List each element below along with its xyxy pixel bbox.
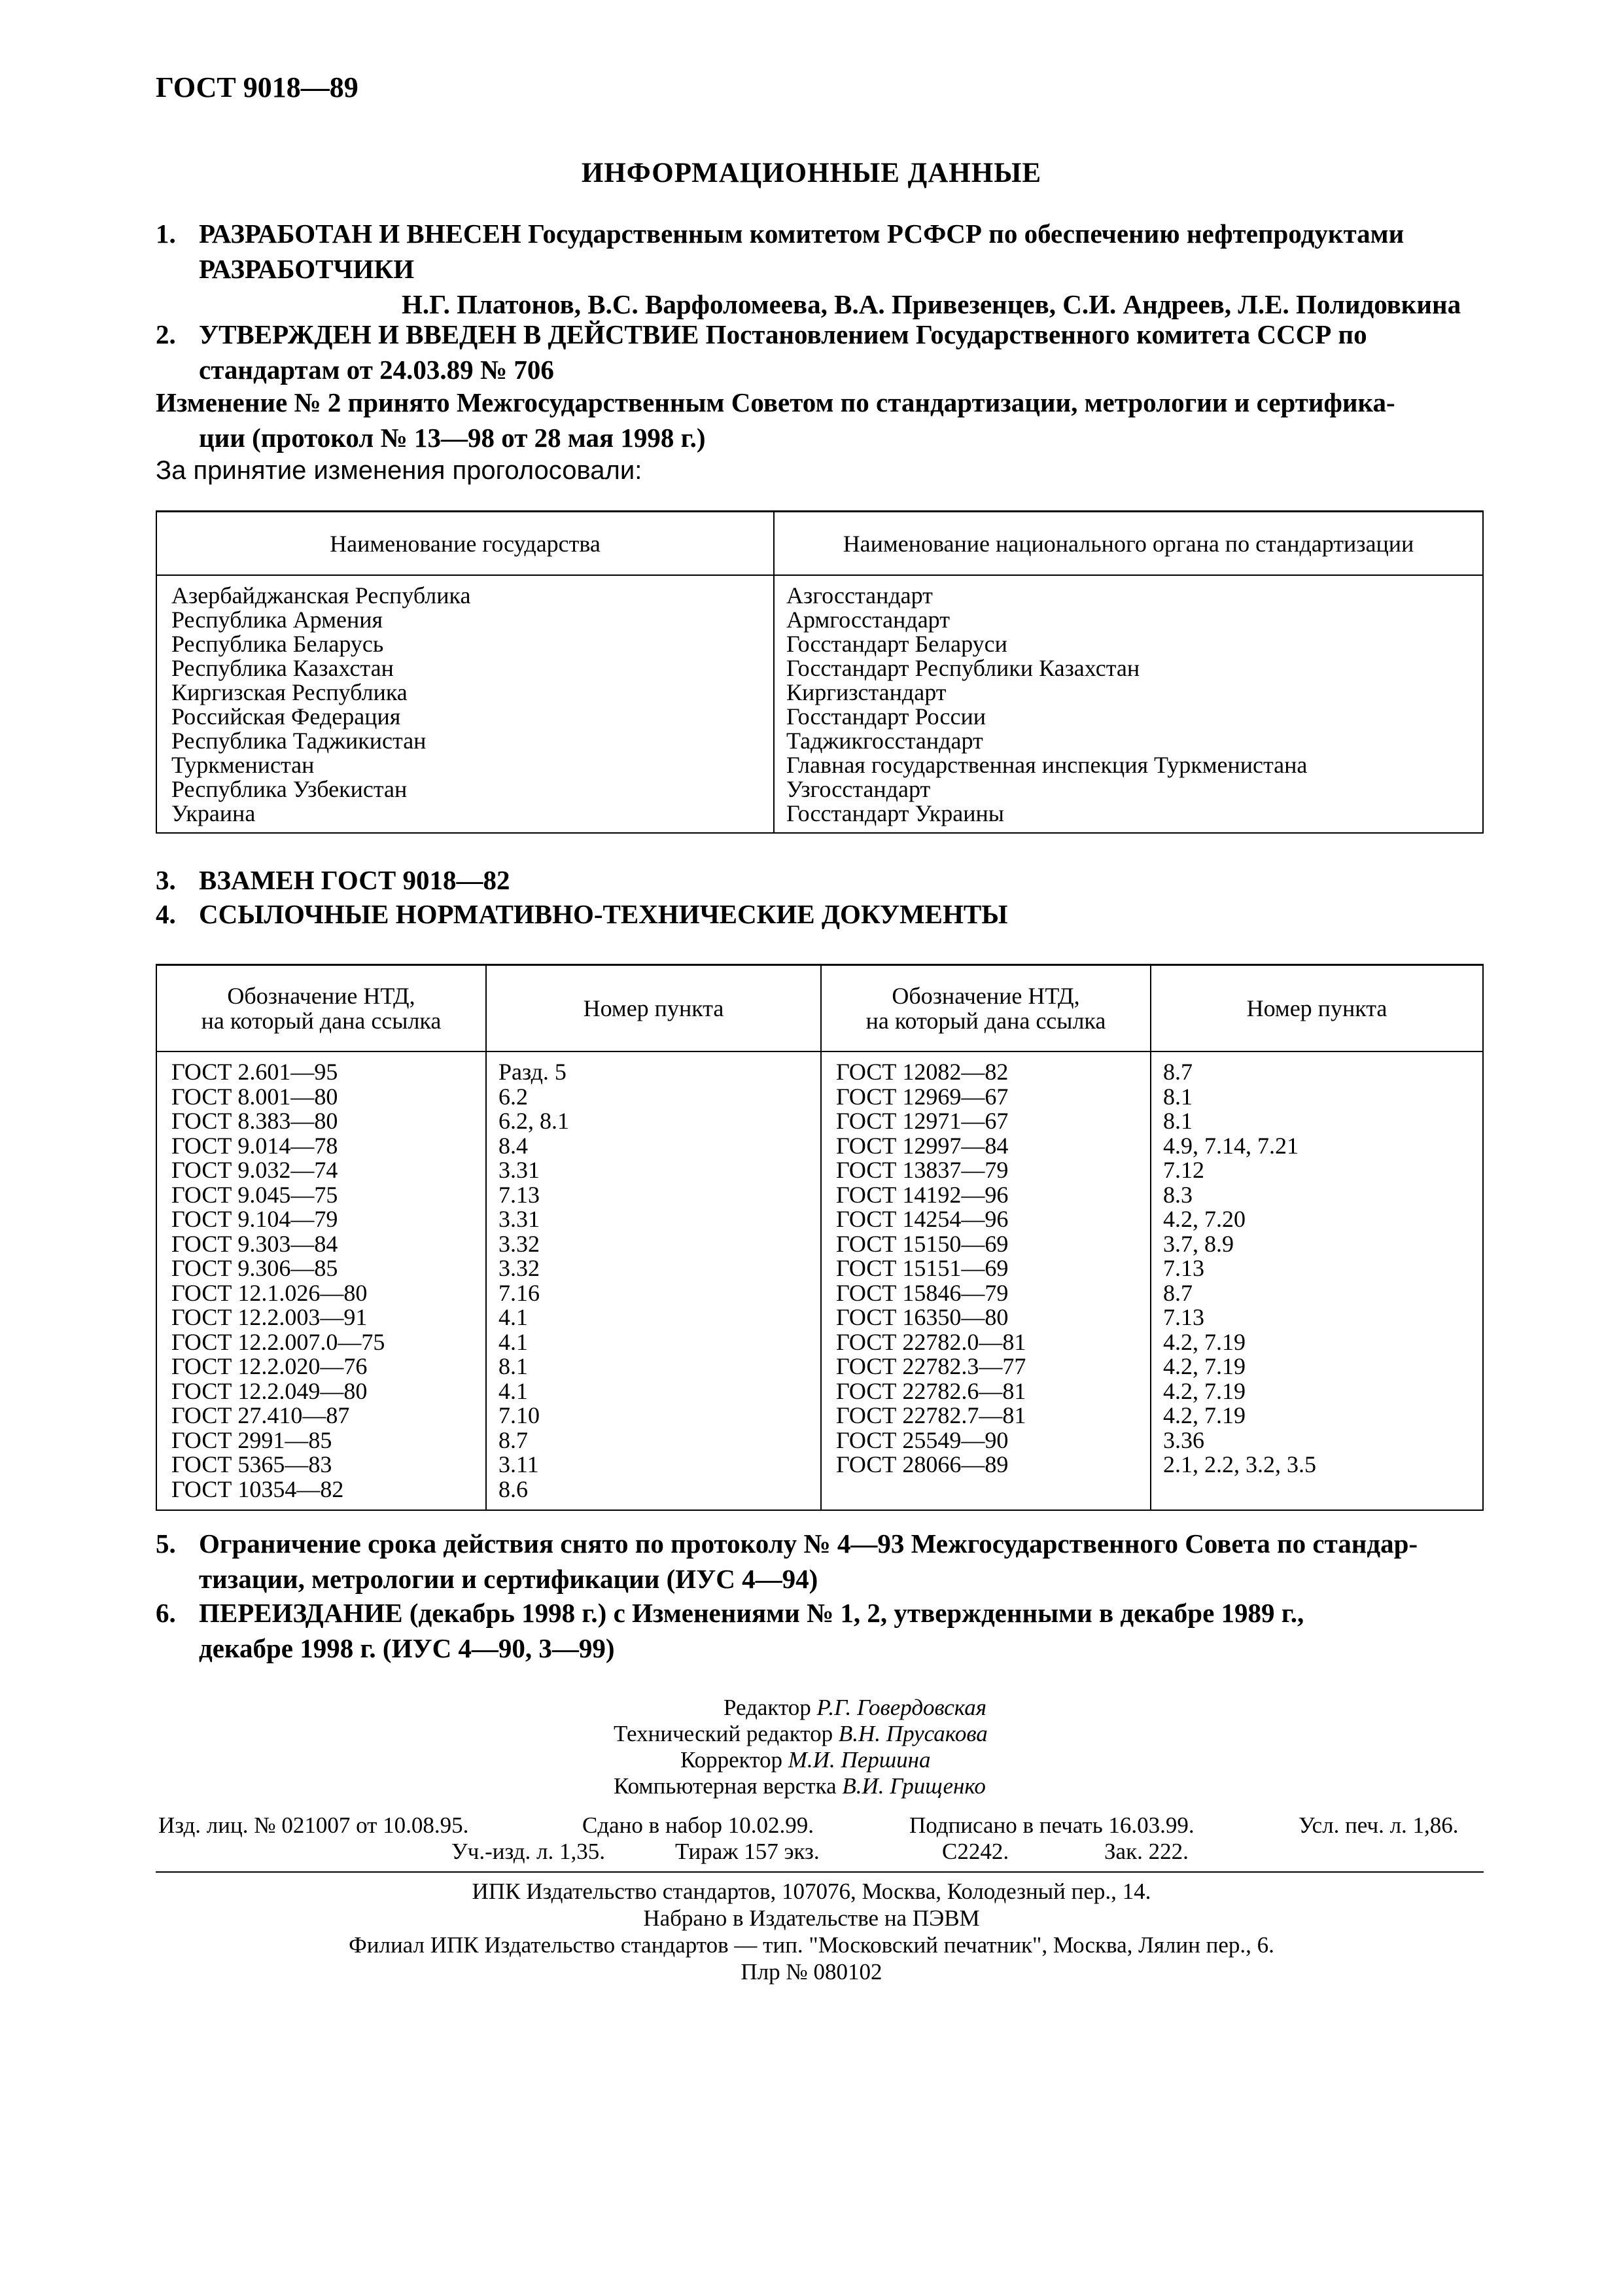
ref-doc: ГОСТ 12.2.007.0—75: [171, 1328, 385, 1355]
ref-doc: ГОСТ 12.2.020—76: [171, 1353, 368, 1379]
ref-item: 3.32: [498, 1230, 540, 1257]
ref-doc: ГОСТ 9.303—84: [171, 1230, 338, 1257]
state-name: Республика Беларусь: [171, 631, 384, 657]
states-column: [156, 575, 774, 833]
state-name: Туркменистан: [171, 752, 315, 778]
body-name: Госстандарт Украины: [786, 800, 1004, 826]
ref-item: 3.31: [498, 1157, 540, 1183]
credit-corrector-name: М.И. Першина: [788, 1747, 931, 1773]
refs-left-items: [486, 1051, 821, 1510]
state-name: Республика Таджикистан: [171, 728, 427, 754]
body-name: Госстандарт России: [786, 703, 986, 730]
footer-line1: ИПК Издательство стандартов, 107076, Москва, Колодезный пер., 14.: [472, 1879, 1151, 1904]
imprint-order: Зак. 222.: [1104, 1839, 1189, 1864]
ref-doc: ГОСТ 16350—80: [836, 1304, 1009, 1330]
ref-doc: ГОСТ 8.001—80: [171, 1083, 338, 1110]
item-5-line2: тизации, метрологии и сертификации (ИУС 4—94): [199, 1564, 818, 1594]
ref-doc: ГОСТ 2.601—95: [171, 1059, 338, 1085]
credit-editor-name: Р.Г. Говердовская: [816, 1695, 987, 1720]
credit-layout-name: В.И. Грищенко: [842, 1773, 986, 1799]
body-name: Узгосстандарт: [786, 776, 931, 802]
ref-item: 6.2: [498, 1083, 528, 1110]
ref-doc: ГОСТ 9.032—74: [171, 1157, 338, 1183]
imprint-signed: Подписано в печать 16.03.99.: [909, 1812, 1195, 1838]
imprint-sent: Сдано в набор 10.02.99.: [582, 1812, 814, 1838]
ref-doc: ГОСТ 12997—84: [836, 1132, 1009, 1159]
ref-item: 4.2, 7.19: [1163, 1353, 1246, 1379]
ref-item: 3.31: [498, 1206, 540, 1232]
item-5-number: 5.: [156, 1528, 176, 1559]
item-6-line1: ПЕРЕИЗДАНИЕ (декабрь 1998 г.) с Изменениями № 1, 2, утвержденными в декабре 1989 г.,: [199, 1598, 1304, 1628]
ref-doc: ГОСТ 9.045—75: [171, 1181, 338, 1208]
ref-item: 8.6: [498, 1475, 528, 1502]
credit-editor: [661, 1695, 988, 1721]
ref-doc: ГОСТ 22782.7—81: [836, 1402, 1026, 1428]
vote-line: За принятие изменения проголосовали:: [156, 456, 642, 485]
refs-header-doc-left: [156, 965, 486, 1052]
refs-header-doc-line1: Обозначение НТД,: [892, 983, 1080, 1009]
body-name: Киргизстандарт: [786, 679, 947, 705]
ref-doc: ГОСТ 9.104—79: [171, 1206, 338, 1232]
body-name: Азгосстандарт: [786, 582, 933, 609]
item-2: [156, 317, 1484, 387]
ref-doc: ГОСТ 15150—69: [836, 1230, 1009, 1257]
imprint-print-sheets: Усл. печ. л. 1,86.: [1299, 1812, 1459, 1838]
ref-doc: ГОСТ 9.306—85: [171, 1255, 338, 1281]
ref-item: 4.1: [498, 1304, 528, 1330]
ref-item: 8.1: [1163, 1108, 1193, 1134]
ref-item: 2.1, 2.2, 3.2, 3.5: [1163, 1451, 1316, 1477]
refs-header-item-left: Номер пункта: [486, 965, 821, 1052]
document-header: ГОСТ 9018—89: [156, 71, 358, 103]
ref-doc: ГОСТ 14192—96: [836, 1181, 1009, 1208]
ref-item: 6.2, 8.1: [498, 1108, 569, 1134]
credit-corrector: [661, 1747, 988, 1773]
item-1-line3: Н.Г. Платонов, В.С. Варфоломеева, В.А. Привезенцев, С.И. Андреев, Л.Е. Полидовкина: [402, 289, 1461, 319]
ref-doc: ГОСТ 15846—79: [836, 1279, 1009, 1306]
imprint-divider: [156, 1871, 1484, 1873]
ref-doc: ГОСТ 22782.6—81: [836, 1377, 1026, 1404]
states-table: [156, 510, 1484, 834]
ref-doc: ГОСТ 12969—67: [836, 1083, 1009, 1110]
refs-header-doc-line2: на который дана ссылка: [865, 1008, 1106, 1034]
item-1-number: 1.: [156, 219, 176, 249]
ref-item: 7.16: [498, 1279, 540, 1306]
item-1-line1: РАЗРАБОТАН И ВНЕСЕН Государственным комитетом РСФСР по обеспечению нефтепродуктами: [199, 219, 1405, 249]
state-name: Киргизская Республика: [171, 679, 408, 705]
credit-layout-label: Компьютерная верстка: [614, 1773, 837, 1799]
ref-doc: ГОСТ 12.2.049—80: [171, 1377, 368, 1404]
item-5-line1: Ограничение срока действия снято по протоколу № 4—93 Межгосударственного Совета по стандар-: [199, 1528, 1418, 1559]
ref-item: 7.13: [498, 1181, 540, 1208]
change-note: [156, 385, 1484, 455]
item-1: [156, 216, 1484, 322]
ref-item: 3.36: [1163, 1426, 1204, 1453]
item-5: [156, 1526, 1484, 1597]
imprint-pub-sheets: Уч.-изд. л. 1,35.: [451, 1839, 605, 1864]
credits: [614, 1695, 988, 1799]
ref-item: Разд. 5: [498, 1059, 567, 1085]
ref-doc: ГОСТ 12971—67: [836, 1108, 1009, 1134]
credit-layout: [614, 1773, 988, 1799]
body-name: Главная государственная инспекция Туркменистана: [786, 752, 1308, 778]
imprint-code: С2242.: [942, 1839, 1009, 1864]
ref-item: 4.2, 7.20: [1163, 1206, 1246, 1232]
ref-item: 4.1: [498, 1377, 528, 1404]
change-note-line2: ции (протокол № 13—98 от 28 мая 1998 г.): [199, 423, 706, 453]
ref-item: 4.2, 7.19: [1163, 1377, 1246, 1404]
body-name: Госстандарт Беларуси: [786, 631, 1007, 657]
state-name: Азербайджанская Республика: [171, 582, 471, 609]
ref-item: 7.10: [498, 1402, 540, 1428]
ref-doc: ГОСТ 27.410—87: [171, 1402, 350, 1428]
ref-item: 7.13: [1163, 1304, 1204, 1330]
ref-doc: ГОСТ 15151—69: [836, 1255, 1009, 1281]
ref-doc: ГОСТ 13837—79: [836, 1157, 1009, 1183]
state-name: Украина: [171, 800, 256, 826]
ref-item: 4.2, 7.19: [1163, 1328, 1246, 1355]
credit-corrector-label: Корректор: [680, 1747, 783, 1773]
ref-item: 8.3: [1163, 1181, 1193, 1208]
item-6: [156, 1595, 1484, 1666]
bodies-column: [774, 575, 1483, 833]
state-name: Российская Федерация: [171, 703, 401, 730]
body-name: Госстандарт Республики Казахстан: [786, 655, 1140, 681]
ref-doc: ГОСТ 12.1.026—80: [171, 1279, 368, 1306]
ref-doc: ГОСТ 12082—82: [836, 1059, 1009, 1085]
ref-item: 3.11: [498, 1451, 539, 1477]
item-4: [156, 896, 1484, 932]
state-name: Республика Узбекистан: [171, 776, 408, 802]
ref-item: 4.2, 7.19: [1163, 1402, 1246, 1428]
credit-tech-label: Технический редактор: [614, 1721, 833, 1746]
references-table: [156, 964, 1484, 1511]
item-4-text: ССЫЛОЧНЫЕ НОРМАТИВНО-ТЕХНИЧЕСКИЕ ДОКУМЕНТЫ: [199, 899, 1008, 929]
state-name: Республика Казахстан: [171, 655, 394, 681]
ref-doc: ГОСТ 22782.0—81: [836, 1328, 1026, 1355]
page-title: ИНФОРМАЦИОННЫЕ ДАННЫЕ: [581, 158, 1042, 188]
refs-right-items: [1151, 1051, 1483, 1510]
refs-table-row: [156, 1051, 1483, 1510]
refs-left-docs: [156, 1051, 486, 1510]
ref-doc: ГОСТ 28066—89: [836, 1451, 1009, 1477]
refs-header-item-right: Номер пункта: [1151, 965, 1483, 1052]
ref-doc: ГОСТ 2991—85: [171, 1426, 332, 1453]
body-name: Армгосстандарт: [786, 607, 950, 633]
refs-header-doc-line2: на который дана ссылка: [201, 1008, 442, 1034]
ref-item: 8.4: [498, 1132, 528, 1159]
ref-item: 4.9, 7.14, 7.21: [1163, 1132, 1299, 1159]
credit-editor-label: Редактор: [724, 1695, 811, 1720]
ref-doc: ГОСТ 14254—96: [836, 1206, 1009, 1232]
ref-doc: ГОСТ 8.383—80: [171, 1108, 338, 1134]
item-6-line2: декабре 1998 г. (ИУС 4—90, 3—99): [199, 1633, 615, 1663]
credit-tech: [614, 1721, 988, 1747]
imprint-license: Изд. лиц. № 021007 от 10.08.95.: [158, 1812, 469, 1838]
item-2-line2: стандартам от 24.03.89 № 706: [199, 355, 554, 385]
change-note-line1: Изменение № 2 принято Межгосударственным Советом по стандартизации, метрологии и сертифика-: [156, 387, 1395, 417]
footer-line3: Филиал ИПК Издательство стандартов — тип. "Московский печатник", Москва, Лялин пер., 6.: [349, 1932, 1274, 1958]
ref-item: 8.7: [1163, 1279, 1193, 1306]
ref-item: 3.32: [498, 1255, 540, 1281]
item-2-number: 2.: [156, 319, 176, 349]
ref-item: 8.7: [498, 1426, 528, 1453]
ref-doc: ГОСТ 5365—83: [171, 1451, 332, 1477]
item-1-line2: РАЗРАБОТЧИКИ: [199, 254, 415, 284]
item-3-number: 3.: [156, 865, 176, 895]
refs-header-doc-right: [821, 965, 1151, 1052]
imprint-run: Тираж 157 экз.: [675, 1839, 820, 1864]
ref-doc: ГОСТ 10354—82: [171, 1475, 344, 1502]
credit-tech-name: В.Н. Прусакова: [838, 1721, 988, 1746]
ref-item: 4.1: [498, 1328, 528, 1355]
ref-item: 8.1: [498, 1353, 528, 1379]
states-header-body: Наименование национального органа по стандартизации: [774, 512, 1483, 576]
ref-item: 8.1: [1163, 1083, 1193, 1110]
item-4-number: 4.: [156, 899, 176, 929]
item-2-line1: УТВЕРЖДЕН И ВВЕДЕН В ДЕЙСТВИЕ Постановлением Государственного комитета СССР по: [199, 319, 1367, 349]
refs-right-docs: [821, 1051, 1151, 1510]
footer-line4: Плр № 080102: [741, 1959, 882, 1985]
footer-line2: Набрано в Издательстве на ПЭВМ: [643, 1905, 980, 1931]
ref-item: 3.7, 8.9: [1163, 1230, 1234, 1257]
ref-item: 7.12: [1163, 1157, 1204, 1183]
refs-header-doc-line1: Обозначение НТД,: [227, 983, 415, 1009]
item-3-text: ВЗАМЕН ГОСТ 9018—82: [199, 865, 510, 895]
item-6-number: 6.: [156, 1598, 176, 1628]
state-name: Республика Армения: [171, 607, 383, 633]
states-header-state: Наименование государства: [156, 512, 774, 576]
item-3: [156, 862, 1484, 898]
ref-doc: ГОСТ 22782.3—77: [836, 1353, 1026, 1379]
ref-doc: ГОСТ 12.2.003—91: [171, 1304, 368, 1330]
ref-doc: ГОСТ 25549—90: [836, 1426, 1009, 1453]
ref-item: 8.7: [1163, 1059, 1193, 1085]
states-table-row: [156, 575, 1483, 833]
body-name: Таджикгосстандарт: [786, 728, 983, 754]
ref-doc: ГОСТ 9.014—78: [171, 1132, 338, 1159]
ref-item: 7.13: [1163, 1255, 1204, 1281]
